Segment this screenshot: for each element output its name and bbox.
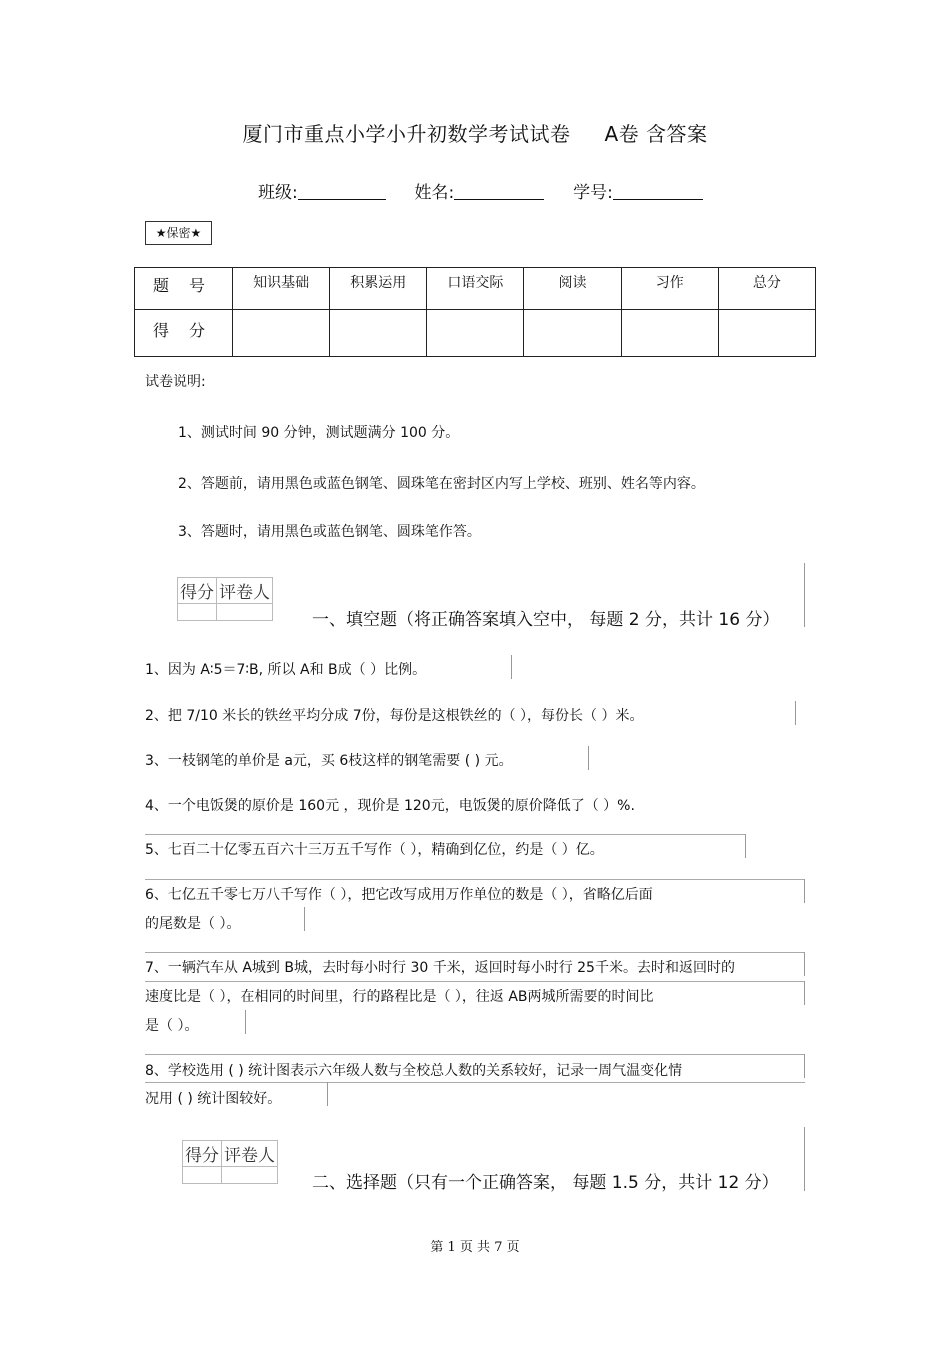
margin-mark [327, 1082, 328, 1106]
margin-mark [804, 1054, 805, 1078]
name-field[interactable] [454, 181, 544, 200]
instruction-item: 2、答题前，请用黑色或蓝色钢笔、圆珠笔在密封区内写上学校、班别、姓名等内容。 [178, 476, 705, 492]
col-header: 积累运用 [330, 268, 427, 310]
grader-box [177, 577, 273, 621]
col-header: 总分 [718, 268, 815, 310]
margin-mark [804, 981, 805, 1005]
page-title [0, 118, 950, 147]
col-header: 阅读 [524, 268, 621, 310]
instruction-item: 1、测试时间 90 分钟，测试题满分 100 分。 [178, 425, 460, 441]
margin-mark [588, 746, 589, 770]
margin-mark [745, 834, 746, 858]
id-field[interactable] [613, 181, 703, 200]
margin-mark [804, 952, 805, 976]
score-table [134, 267, 816, 357]
divider [145, 834, 745, 835]
question-7-line3: 是（ ）。 [145, 1018, 199, 1034]
grader-score-label: 得分 [183, 1141, 222, 1167]
student-info [258, 178, 703, 203]
divider [145, 1054, 805, 1055]
question-5: 5、七百二十亿零五百六十三万五千写作（ ），精确到亿位，约是（ ）亿。 [145, 842, 604, 858]
score-cell[interactable] [330, 310, 427, 357]
question-8-line2: 况用 ( ) 统计图较好。 [145, 1091, 282, 1107]
score-cell[interactable] [718, 310, 815, 357]
page-footer: 第 1 页 共 7 页 [430, 1240, 520, 1255]
margin-mark [804, 563, 805, 627]
instruction-item: 3、答题时，请用黑色或蓝色钢笔、圆珠笔作答。 [178, 524, 481, 540]
id-label: 学号: [573, 183, 613, 203]
grader-name-cell[interactable] [222, 1167, 278, 1184]
question-4: 4、一个电饭煲的原价是 160元 ，现价是 120元，电饭煲的原价降低了（ ）%. [145, 798, 635, 814]
section1-title: 一、填空题（将正确答案填入空中， 每题 2 分，共计 16 分） [312, 610, 780, 630]
class-label: 班级: [258, 183, 298, 203]
divider [145, 981, 805, 982]
question-3: 3、一枝钢笔的单价是 a元，买 6枝这样的钢笔需要 ( ) 元。 [145, 753, 513, 769]
question-2: 2、把 7/10 米长的铁丝平均分成 7份，每份是这根铁丝的（ ），每份长（ ）米。 [145, 708, 644, 724]
score-cell[interactable] [621, 310, 718, 357]
grader-label: 评卷人 [222, 1141, 278, 1167]
instructions-heading: 试卷说明: [145, 374, 206, 390]
grader-name-cell[interactable] [217, 604, 273, 621]
class-field[interactable] [298, 181, 386, 200]
margin-mark [304, 907, 305, 931]
grader-score-label: 得分 [178, 578, 217, 604]
margin-mark [245, 1010, 246, 1034]
score-cell[interactable] [524, 310, 621, 357]
row-header-question: 题号 [135, 268, 233, 310]
row-header-score: 得分 [135, 310, 233, 357]
score-cell[interactable] [233, 310, 330, 357]
divider [145, 952, 805, 953]
secret-badge: ★保密★ [145, 221, 212, 245]
name-label: 姓名: [414, 183, 455, 203]
question-8-line1: 8、学校选用 ( ) 统计图表示六年级人数与全校总人数的关系较好，记录一周气温变化情 [145, 1063, 683, 1079]
grader-score-cell[interactable] [178, 604, 217, 621]
question-1: 1、因为 A∶5＝7∶B, 所以 A和 B成（ ）比例。 [145, 662, 427, 678]
section2-title: 二、选择题（只有一个正确答案， 每题 1.5 分，共计 12 分） [312, 1173, 779, 1193]
col-header: 口语交际 [427, 268, 524, 310]
grader-box [182, 1140, 278, 1184]
margin-mark [804, 1127, 805, 1191]
col-header: 知识基础 [233, 268, 330, 310]
question-6-line1: 6、七亿五千零七万八千写作（ ），把它改写成用万作单位的数是（ ），省略亿后面 [145, 887, 653, 903]
margin-mark [804, 879, 805, 903]
question-7-line2: 速度比是（ ），在相同的时间里，行的路程比是（ ），往返 AB两城所需要的时间比 [145, 989, 654, 1005]
question-6-line2: 的尾数是（ ）。 [145, 916, 241, 932]
score-cell[interactable] [427, 310, 524, 357]
title-suffix: A卷 含答案 [604, 122, 708, 146]
divider [145, 1082, 805, 1083]
question-7-line1: 7、一辆汽车从 A城到 B城，去时每小时行 30 千米，返回时每小时行 25千米。去时和返回时的 [145, 960, 735, 976]
divider [145, 879, 805, 880]
title-main: 厦门市重点小学小升初数学考试试卷 [242, 122, 571, 146]
margin-mark [511, 655, 512, 679]
grader-score-cell[interactable] [183, 1167, 222, 1184]
margin-mark [795, 701, 796, 725]
grader-label: 评卷人 [217, 578, 273, 604]
col-header: 习作 [621, 268, 718, 310]
